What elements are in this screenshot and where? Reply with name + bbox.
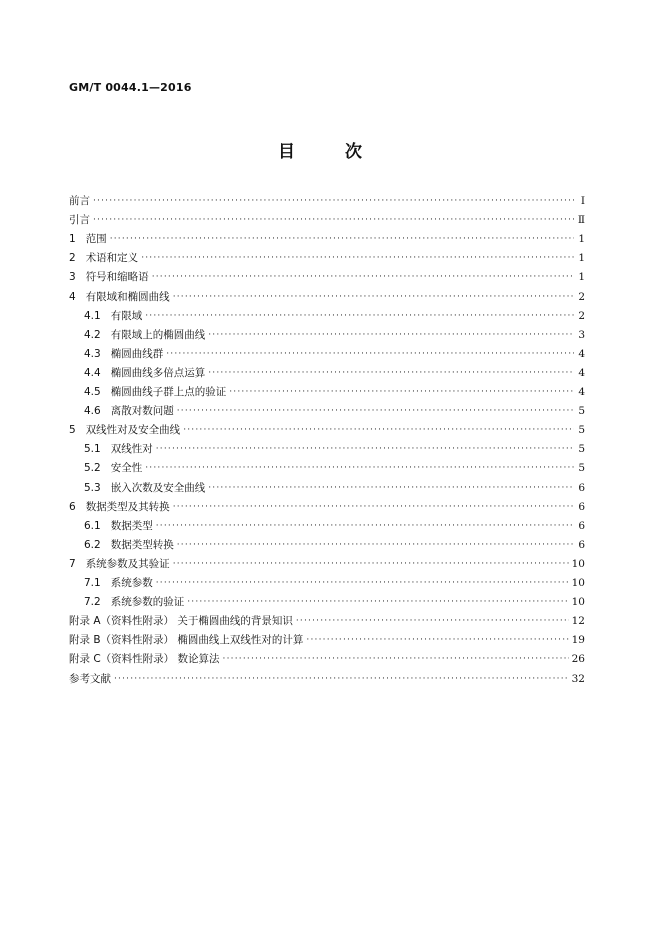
toc-entry-number: 5.2: [84, 462, 101, 475]
toc-entry-number: 2: [69, 252, 76, 265]
toc-entry[interactable]: [69, 631, 585, 647]
dot-leader: [152, 270, 574, 284]
toc-entry[interactable]: [69, 288, 585, 304]
dot-leader: [229, 385, 574, 399]
toc-entry-number: 7.2: [84, 596, 101, 609]
toc-entry-number: 6.2: [84, 538, 101, 551]
toc-entry-label: 引言: [69, 214, 90, 227]
toc-entry-page: 1: [578, 271, 585, 284]
toc-entry-page: 1: [578, 252, 585, 265]
toc-entry-page: 4: [578, 386, 585, 398]
dot-leader: [296, 614, 569, 628]
dot-leader: [156, 576, 569, 590]
toc-entry-page: 3: [578, 328, 585, 341]
toc-entry-page: 10: [571, 577, 585, 589]
toc-entry-number: 4: [69, 290, 76, 303]
toc-entry[interactable]: [69, 192, 585, 208]
toc-entry[interactable]: [84, 517, 585, 533]
toc-entry[interactable]: [84, 326, 585, 342]
toc-entry[interactable]: [84, 536, 585, 552]
toc-entry[interactable]: [69, 230, 585, 246]
toc-entry-number: 7.1: [84, 577, 101, 589]
toc-entry-label: 术语和定义: [85, 252, 139, 265]
toc-entry-number: 4.2: [84, 328, 101, 341]
dot-leader: [208, 328, 574, 342]
toc-title: 目 次: [278, 142, 384, 162]
toc-entry-page: 4: [578, 366, 585, 379]
toc-entry[interactable]: [69, 211, 585, 227]
toc-entry-label: 双线性对: [110, 443, 153, 456]
toc-entry-label: 双线性对及安全曲线: [85, 424, 181, 437]
toc-entry-page: 5: [578, 462, 585, 475]
toc-entry-page: 4: [578, 347, 585, 360]
toc-entry-number: 4.4: [84, 366, 101, 379]
dot-leader: [173, 500, 574, 514]
dot-leader: [177, 404, 574, 418]
toc-entry[interactable]: [84, 364, 585, 380]
toc-entry-page: 6: [578, 519, 585, 532]
standard-code: GM/T 0044.1—2016: [69, 81, 192, 94]
toc-entry[interactable]: [69, 555, 585, 571]
dot-leader: [110, 232, 574, 246]
dot-leader: [156, 442, 574, 456]
toc-entry-label: 系统参数: [110, 577, 153, 589]
toc-entry[interactable]: [84, 479, 585, 495]
toc-entry-label: 有限域上的椭圆曲线: [110, 328, 206, 341]
dot-leader: [114, 672, 569, 686]
toc-entry-label: 范围: [85, 233, 107, 246]
dot-leader: [306, 633, 568, 647]
toc-entry-label: 嵌入次数及安全曲线: [110, 481, 206, 494]
toc-entry-number: 6: [69, 500, 76, 513]
toc-entry-page: 10: [571, 557, 585, 570]
dot-leader: [141, 251, 574, 265]
toc-entry-number: 4.1: [84, 309, 101, 322]
toc-entry[interactable]: [69, 612, 585, 628]
toc-entry-number: 5.3: [84, 481, 101, 494]
toc-entry-number: 4.5: [84, 386, 101, 398]
toc-entry-label: 安全性: [110, 462, 143, 475]
toc-entry-label: 数据类型转换: [110, 538, 174, 551]
toc-entry-page: 6: [578, 538, 585, 551]
toc-entry-page: 2: [578, 309, 585, 322]
toc-entry[interactable]: [69, 650, 585, 666]
toc-entry[interactable]: [84, 383, 585, 399]
toc-entry-page: 6: [578, 481, 585, 494]
toc-entry-label: 有限域: [110, 309, 143, 322]
toc-entry[interactable]: [69, 498, 585, 514]
toc-entry[interactable]: [84, 402, 585, 418]
toc-entry-number: 3: [69, 271, 76, 284]
toc-entry-page: 26: [571, 653, 585, 666]
toc-entry-number: 5.1: [84, 443, 101, 456]
toc-entry-label: 前言: [69, 195, 90, 207]
toc-entry-page: 19: [571, 634, 585, 647]
toc-entry-page: 5: [578, 443, 585, 456]
toc-entry[interactable]: [84, 345, 585, 361]
dot-leader: [145, 309, 574, 323]
dot-leader: [187, 595, 568, 609]
dot-leader: [173, 557, 569, 571]
dot-leader: [145, 461, 574, 475]
toc-entry-label: 有限域和椭圆曲线: [85, 290, 170, 303]
toc-entry-number: 6.1: [84, 519, 101, 532]
toc-entry-label: 椭圆曲线群: [110, 347, 164, 360]
toc-entry[interactable]: [84, 440, 585, 456]
toc-entry[interactable]: [84, 459, 585, 475]
dot-leader: [156, 519, 574, 533]
dot-leader: [208, 366, 574, 380]
toc-entry[interactable]: [84, 593, 585, 609]
dot-leader: [177, 538, 574, 552]
dot-leader: [93, 194, 574, 208]
toc-entry-label: 椭圆曲线多倍点运算: [110, 366, 206, 379]
toc-entry-page: Ⅱ: [577, 214, 585, 227]
toc-entry-page: 6: [578, 500, 585, 513]
toc-entry-label: 参考文献: [69, 672, 111, 685]
toc-entry-number: 5: [69, 424, 76, 437]
toc-entry-label: 符号和缩略语: [85, 271, 149, 284]
dot-leader: [93, 213, 574, 227]
toc-entry-number: 4.6: [84, 405, 101, 418]
toc-entry-label: 椭圆曲线子群上点的验证: [110, 386, 227, 398]
dot-leader: [223, 652, 569, 666]
toc-entry[interactable]: [69, 249, 585, 265]
dot-leader: [183, 423, 574, 437]
dot-leader: [208, 481, 574, 495]
toc-entry[interactable]: [69, 670, 585, 686]
toc-entry[interactable]: [69, 268, 585, 284]
toc-entry-label: 离散对数问题: [110, 405, 174, 418]
toc-entry-label: 附录 A（资料性附录） 关于椭圆曲线的背景知识: [69, 615, 293, 628]
toc-entry-number: 4.3: [84, 347, 101, 360]
toc-entry-page: 1: [578, 233, 585, 246]
toc-entry-label: 系统参数的验证: [110, 596, 185, 609]
toc-entry-label: 数据类型及其转换: [85, 500, 170, 513]
toc-entry-label: 附录 B（资料性附录） 椭圆曲线上双线性对的计算: [69, 634, 304, 647]
toc-entry[interactable]: [84, 307, 585, 323]
toc-entry[interactable]: [69, 421, 585, 437]
toc-entry-number: 1: [69, 233, 76, 246]
dot-leader: [166, 347, 574, 361]
toc-entry-number: 7: [69, 557, 76, 570]
toc-entry-page: 10: [571, 596, 585, 609]
toc-entry-page: 5: [578, 405, 585, 418]
toc-entry-page: 32: [571, 672, 585, 685]
toc-entry-label: 附录 C（资料性附录） 数论算法: [69, 653, 220, 666]
toc-entry-page: 12: [571, 615, 585, 628]
toc-entry-label: 系统参数及其验证: [85, 557, 170, 570]
toc-entry-page: 2: [578, 290, 585, 303]
toc-entry-page: 5: [578, 424, 585, 437]
dot-leader: [173, 290, 574, 304]
toc-entry[interactable]: [84, 574, 585, 590]
toc-entry-page: Ⅰ: [580, 195, 585, 207]
toc-entry-label: 数据类型: [110, 519, 153, 532]
